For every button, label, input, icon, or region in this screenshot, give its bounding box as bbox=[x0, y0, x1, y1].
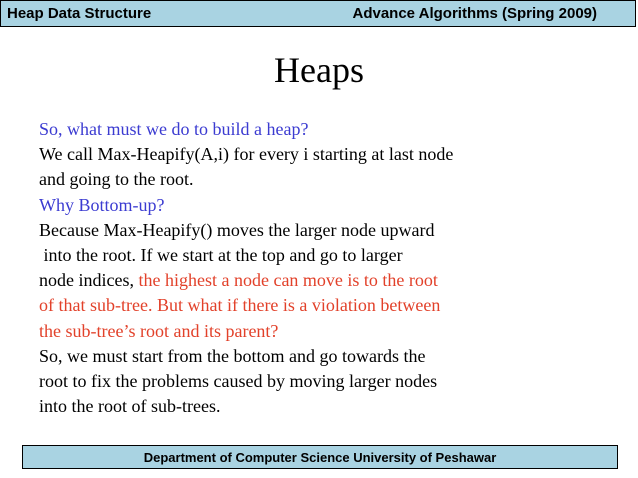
body-line-emphasis: the highest a node can move is to the root bbox=[138, 270, 438, 291]
body-line-mixed bbox=[39, 268, 619, 293]
body-line-question: So, what must we do to build a heap? bbox=[39, 119, 309, 139]
body-line: So, we must start from the bottom and go towards the bbox=[39, 345, 426, 366]
body-line-emphasis: of that sub-tree. But what if there is a violation between bbox=[39, 295, 441, 316]
slide-body bbox=[39, 117, 619, 419]
footer-department-label: Department of Computer Science University of Peshawar bbox=[143, 450, 497, 465]
course-topic-label: Heap Data Structure bbox=[7, 5, 152, 22]
body-line: Because Max-Heapify() moves the larger node upward bbox=[39, 219, 435, 240]
slide-title: Heaps bbox=[274, 50, 364, 90]
body-line-emphasis: the sub-tree’s root and its parent? bbox=[39, 320, 279, 341]
body-line-segment: node indices, bbox=[39, 270, 139, 291]
course-title-label: Advance Algorithms (Spring 2009) bbox=[352, 5, 597, 22]
body-line: root to fix the problems caused by moving larger nodes bbox=[39, 370, 438, 391]
body-line: into the root. If we start at the top and go to larger bbox=[39, 244, 403, 265]
body-line: and going to the root. bbox=[39, 169, 194, 190]
footer-bar bbox=[22, 445, 618, 469]
body-line: into the root of sub-trees. bbox=[39, 396, 221, 417]
body-line: We call Max-Heapify(A,i) for every i starting at last node bbox=[39, 144, 454, 165]
header-bar bbox=[0, 0, 636, 27]
body-line-question: Why Bottom-up? bbox=[39, 194, 165, 215]
